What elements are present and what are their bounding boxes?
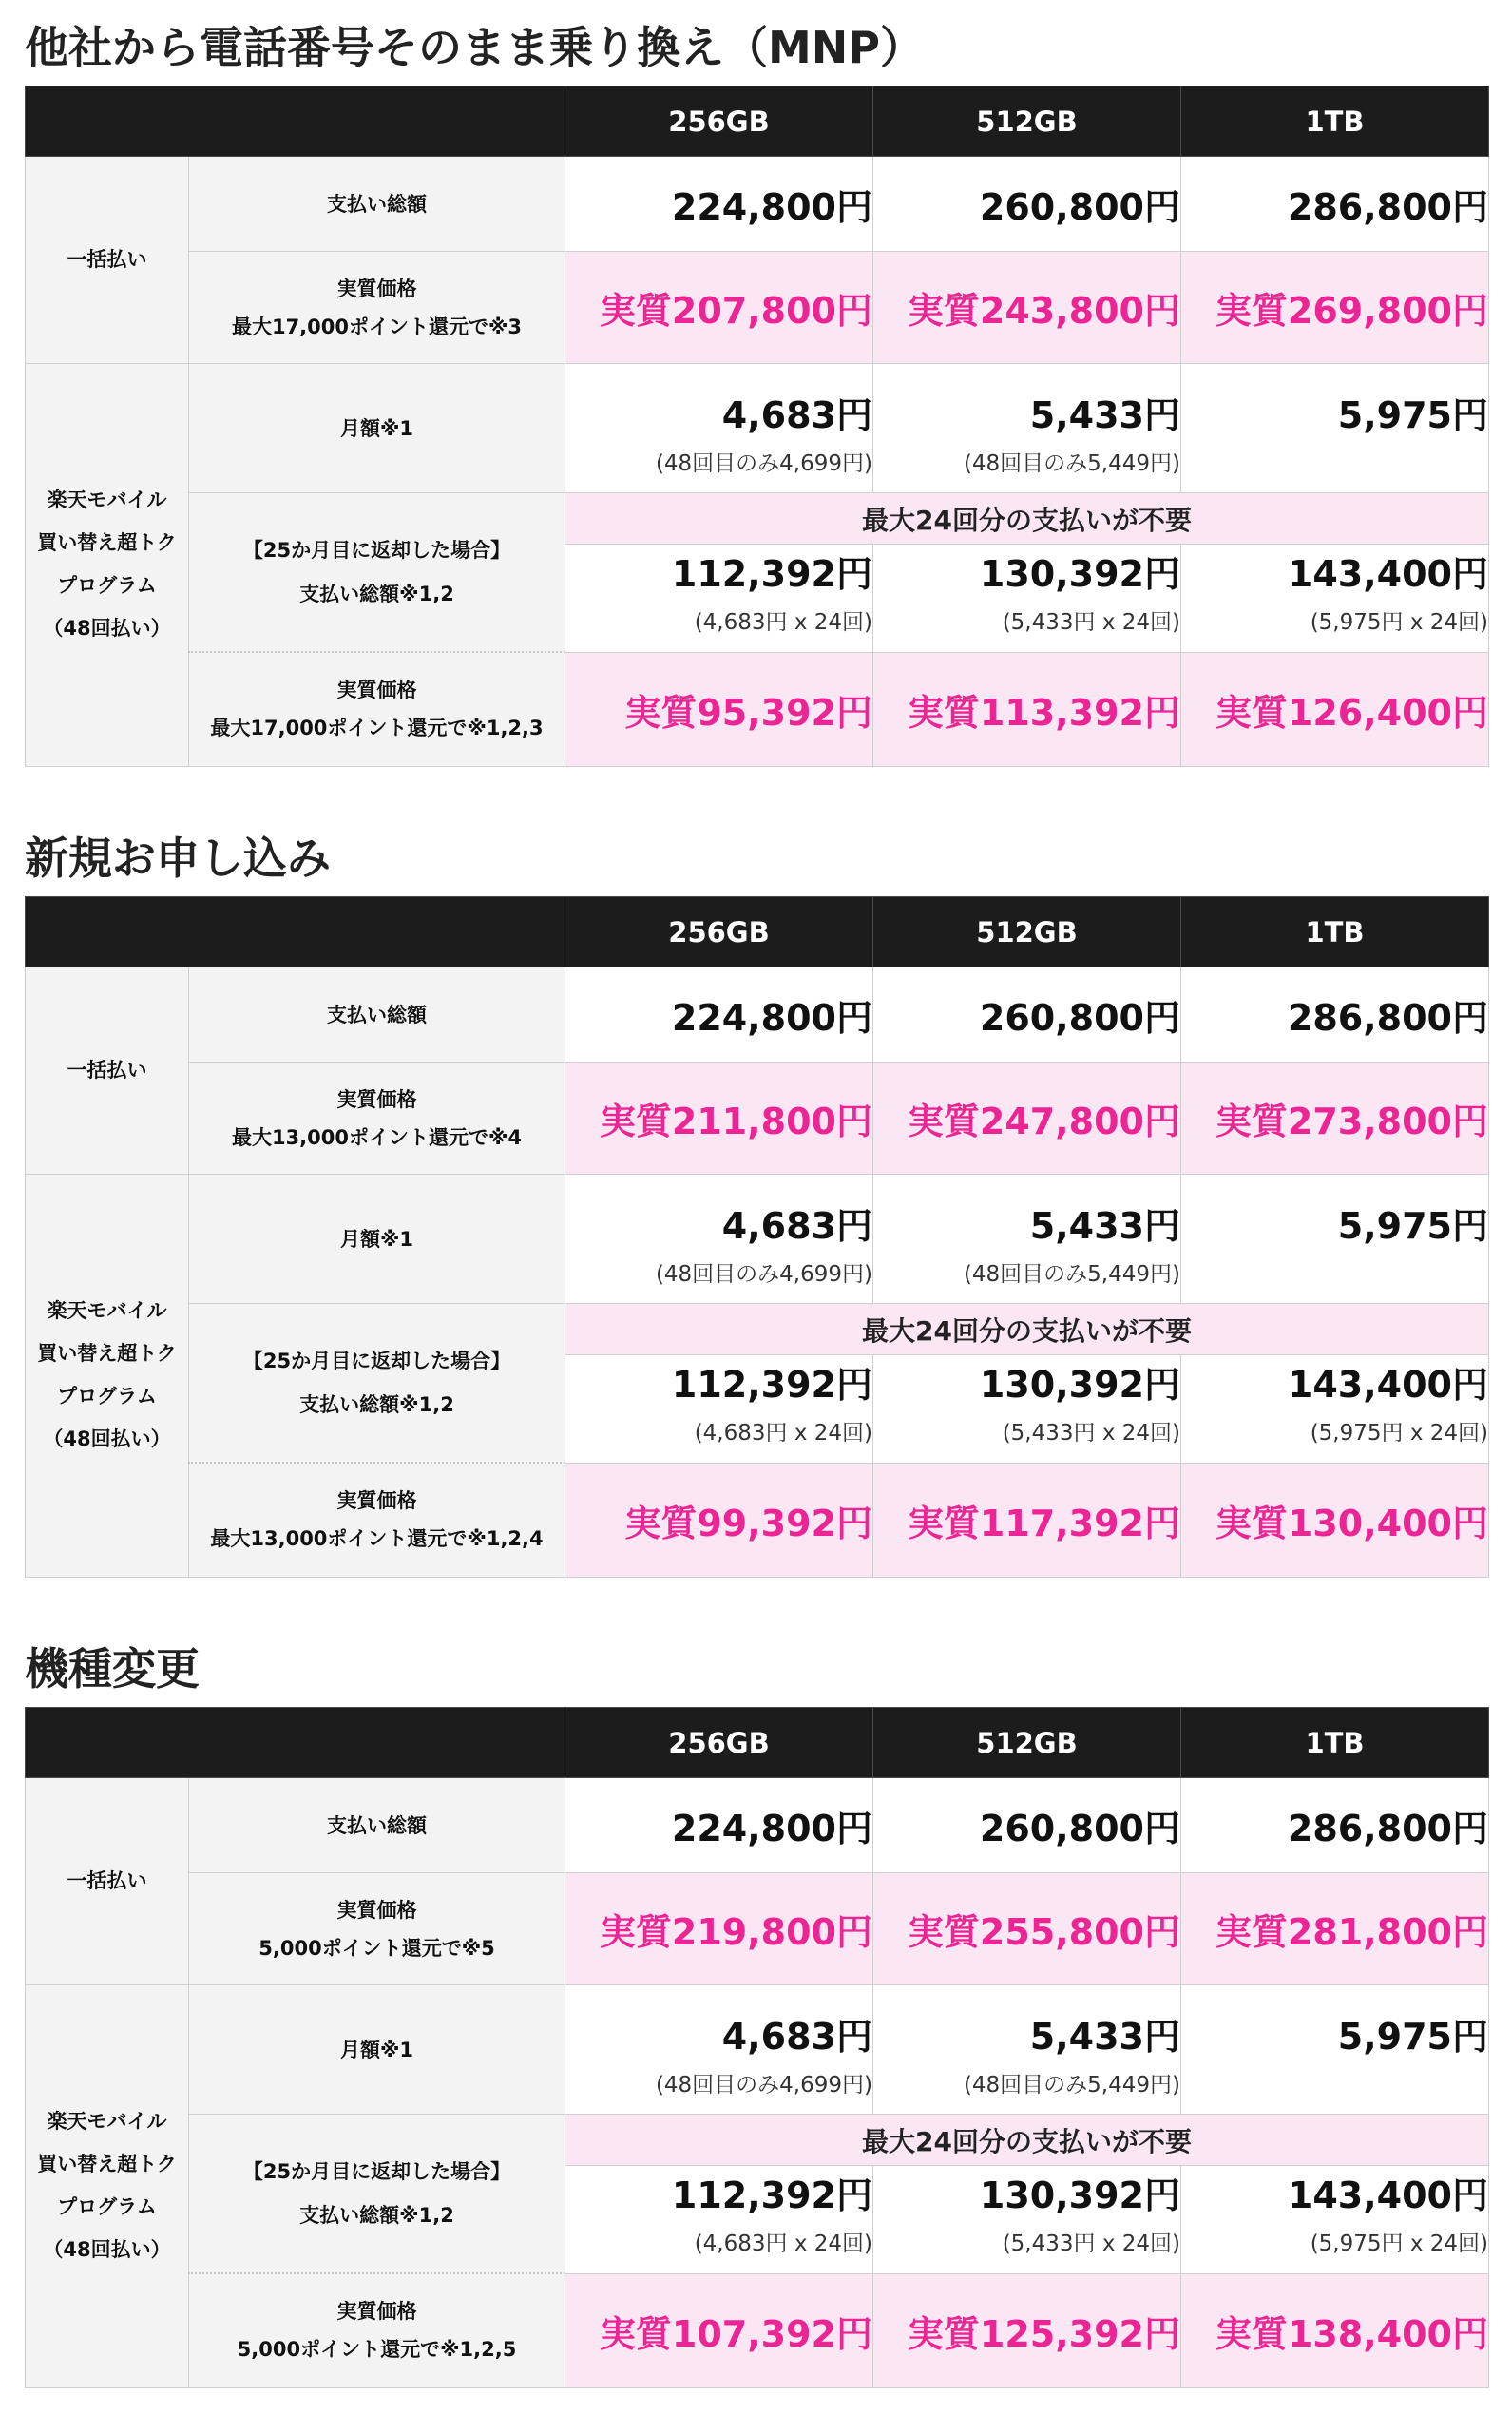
return-total-value: 143,400円 <box>1181 1355 1489 1412</box>
program-label-line: プログラム <box>57 574 157 598</box>
lump-total-value: 286,800円 <box>1181 1778 1489 1873</box>
lump-total-value: 224,800円 <box>565 157 873 252</box>
program-label-line: （48回払い） <box>43 2238 171 2262</box>
return-total-value: 130,392円 <box>873 2166 1181 2223</box>
total-payment-label: 支払い総額 <box>189 967 565 1063</box>
header-blank <box>26 86 565 157</box>
return-total-value: 143,400円 <box>1181 545 1489 602</box>
program-jisshitsu-value: 実質99,392円 <box>565 1463 873 1577</box>
point-note: 最大17,000ポイント還元で※1,2,3 <box>210 717 544 740</box>
return-total-value: 112,392円 <box>565 2166 873 2223</box>
monthly-value: 5,975円 <box>1181 1985 1489 2063</box>
program-jisshitsu-value: 実質130,400円 <box>1181 1463 1489 1577</box>
capacity-header: 1TB <box>1181 1708 1489 1778</box>
capacity-header: 512GB <box>873 86 1181 157</box>
program-jisshitsu-label <box>189 1463 565 1577</box>
return-total-value: 130,392円 <box>873 1355 1181 1412</box>
monthly-value: 5,975円 <box>1181 1175 1489 1253</box>
return-total-value: 112,392円 <box>565 545 873 602</box>
lump-sum-group-label: 一括払い <box>26 157 189 364</box>
monthly-note: (48回目のみ4,699円) <box>565 1253 873 1304</box>
price-table <box>25 1707 1489 2388</box>
section-title: 機種変更 <box>25 1643 200 1695</box>
return-case-label: 【25か月目に返却した場合】 <box>242 1350 511 1372</box>
skip-payment-banner: 最大24回分の支払いが不要 <box>565 493 1489 545</box>
section-title: 他社から電話番号そのまま乗り換え（MNP） <box>25 22 924 73</box>
return-note: (5,975円 x 24回) <box>1181 1411 1489 1463</box>
program-jisshitsu-label <box>189 652 565 766</box>
header-blank <box>26 897 565 967</box>
point-note: 5,000ポイント還元で※1,2,5 <box>237 2338 517 2362</box>
monthly-note: (48回目のみ4,699円) <box>565 2063 873 2115</box>
program-label-line: 買い替え超トク <box>37 531 177 555</box>
monthly-value: 5,433円 <box>873 364 1181 442</box>
program-jisshitsu-value: 実質113,392円 <box>873 652 1181 766</box>
return-total-value: 130,392円 <box>873 545 1181 602</box>
section-title: 新規お申し込み <box>25 833 331 884</box>
monthly-label: 月額※1 <box>189 1175 565 1304</box>
banner-row <box>26 2115 1489 2166</box>
jisshitsu-label-title: 実質価格 <box>336 679 417 702</box>
return-note: (4,683円 x 24回) <box>565 1411 873 1463</box>
program-jisshitsu-value: 実質126,400円 <box>1181 652 1489 766</box>
lump-jisshitsu-value: 実質273,800円 <box>1181 1063 1489 1175</box>
program-label-line: 買い替え超トク <box>37 1342 177 1366</box>
capacity-header: 512GB <box>873 1708 1181 1778</box>
program-label-line: （48回払い） <box>43 617 171 641</box>
return-total-value: 143,400円 <box>1181 2166 1489 2223</box>
point-note: 最大13,000ポイント還元で※1,2,4 <box>210 1527 544 1551</box>
program-label-line: 買い替え超トク <box>37 2153 177 2176</box>
program-label-line: 楽天モバイル <box>47 2110 167 2134</box>
jisshitsu-label <box>189 1873 565 1985</box>
jisshitsu-label <box>189 1063 565 1175</box>
capacity-header: 256GB <box>565 897 873 967</box>
return-total-label: 支払い総額※1,2 <box>299 2204 454 2227</box>
monthly-note: (48回目のみ5,449円) <box>873 2063 1181 2115</box>
return-note: (5,433円 x 24回) <box>873 2222 1181 2273</box>
lump-total-value: 286,800円 <box>1181 157 1489 252</box>
monthly-note <box>1181 1253 1489 1304</box>
lump-jisshitsu-value: 実質247,800円 <box>873 1063 1181 1175</box>
program-label-line: 楽天モバイル <box>47 1299 167 1323</box>
lump-jisshitsu-value: 実質219,800円 <box>565 1873 873 1985</box>
return-case-label: 【25か月目に返却した場合】 <box>242 539 511 562</box>
monthly-note: (48回目のみ4,699円) <box>565 442 873 493</box>
capacity-header: 256GB <box>565 1708 873 1778</box>
jisshitsu-label-title: 実質価格 <box>336 1489 417 1513</box>
point-note: 5,000ポイント還元で※5 <box>258 1936 495 1960</box>
return-total-label: 支払い総額※1,2 <box>299 1393 454 1416</box>
monthly-value: 5,433円 <box>873 1985 1181 2063</box>
capacity-header: 1TB <box>1181 897 1489 967</box>
price-table <box>25 896 1489 1578</box>
return-note: (5,433円 x 24回) <box>873 601 1181 652</box>
program-jisshitsu-row <box>26 652 1489 766</box>
monthly-label: 月額※1 <box>189 364 565 493</box>
skip-payment-banner: 最大24回分の支払いが不要 <box>565 2115 1489 2166</box>
monthly-note <box>1181 2063 1489 2115</box>
return-label <box>189 1304 565 1464</box>
monthly-row <box>26 1985 1489 2063</box>
skip-payment-banner: 最大24回分の支払いが不要 <box>565 1304 1489 1355</box>
lump-total-value: 224,800円 <box>565 967 873 1063</box>
return-label <box>189 2115 565 2274</box>
jisshitsu-label-title: 実質価格 <box>336 277 417 300</box>
return-note: (4,683円 x 24回) <box>565 601 873 652</box>
return-label <box>189 493 565 653</box>
lump-jisshitsu-row <box>26 252 1489 364</box>
lump-total-value: 260,800円 <box>873 157 1181 252</box>
total-payment-label: 支払い総額 <box>189 1778 565 1873</box>
monthly-value: 4,683円 <box>565 364 873 442</box>
capacity-header: 512GB <box>873 897 1181 967</box>
banner-row <box>26 493 1489 545</box>
program-group-label <box>26 364 189 767</box>
return-total-label: 支払い総額※1,2 <box>299 583 454 605</box>
program-jisshitsu-value: 実質117,392円 <box>873 1463 1181 1577</box>
return-note: (5,975円 x 24回) <box>1181 601 1489 652</box>
monthly-note: (48回目のみ5,449円) <box>873 442 1181 493</box>
program-jisshitsu-row <box>26 1463 1489 1577</box>
return-note: (5,975円 x 24回) <box>1181 2222 1489 2273</box>
lump-jisshitsu-row <box>26 1873 1489 1985</box>
program-label-line: 楽天モバイル <box>47 489 167 512</box>
program-label-line: プログラム <box>57 2195 157 2219</box>
point-note: 最大17,000ポイント還元で※3 <box>231 315 523 338</box>
monthly-row <box>26 364 1489 442</box>
capacity-header: 256GB <box>565 86 873 157</box>
lump-total-row <box>26 157 1489 252</box>
lump-total-value: 260,800円 <box>873 1778 1181 1873</box>
table-header-row <box>26 1708 1489 1778</box>
jisshitsu-label-title: 実質価格 <box>336 1898 417 1922</box>
program-label-line: プログラム <box>57 1385 157 1408</box>
lump-total-row <box>26 1778 1489 1873</box>
lump-jisshitsu-value: 実質281,800円 <box>1181 1873 1489 1985</box>
monthly-row <box>26 1175 1489 1253</box>
table-header-row <box>26 86 1489 157</box>
lump-jisshitsu-value: 実質243,800円 <box>873 252 1181 364</box>
capacity-header: 1TB <box>1181 86 1489 157</box>
lump-total-value: 224,800円 <box>565 1778 873 1873</box>
return-total-value: 112,392円 <box>565 1355 873 1412</box>
monthly-label: 月額※1 <box>189 1985 565 2115</box>
program-group-label <box>26 1175 189 1578</box>
lump-total-row <box>26 967 1489 1063</box>
header-blank <box>26 1708 565 1778</box>
program-label-line: （48回払い） <box>43 1427 171 1451</box>
jisshitsu-label-title: 実質価格 <box>336 2300 417 2324</box>
program-jisshitsu-label <box>189 2273 565 2387</box>
lump-sum-group-label: 一括払い <box>26 1778 189 1985</box>
lump-total-value: 260,800円 <box>873 967 1181 1063</box>
lump-jisshitsu-row <box>26 1063 1489 1175</box>
lump-total-value: 286,800円 <box>1181 967 1489 1063</box>
lump-jisshitsu-value: 実質207,800円 <box>565 252 873 364</box>
lump-sum-group-label: 一括払い <box>26 967 189 1175</box>
lump-jisshitsu-value: 実質269,800円 <box>1181 252 1489 364</box>
monthly-note <box>1181 442 1489 493</box>
return-note: (5,433円 x 24回) <box>873 1411 1181 1463</box>
price-table <box>25 86 1489 767</box>
lump-jisshitsu-value: 実質255,800円 <box>873 1873 1181 1985</box>
total-payment-label: 支払い総額 <box>189 157 565 252</box>
monthly-value: 4,683円 <box>565 1175 873 1253</box>
banner-row <box>26 1304 1489 1355</box>
monthly-value: 5,975円 <box>1181 364 1489 442</box>
program-jisshitsu-row <box>26 2273 1489 2387</box>
program-group-label <box>26 1985 189 2388</box>
point-note: 最大13,000ポイント還元で※4 <box>231 1125 523 1149</box>
monthly-value: 5,433円 <box>873 1175 1181 1253</box>
monthly-note: (48回目のみ5,449円) <box>873 1253 1181 1304</box>
program-jisshitsu-value: 実質125,392円 <box>873 2273 1181 2387</box>
lump-jisshitsu-value: 実質211,800円 <box>565 1063 873 1175</box>
program-jisshitsu-value: 実質107,392円 <box>565 2273 873 2387</box>
program-jisshitsu-value: 実質95,392円 <box>565 652 873 766</box>
jisshitsu-label <box>189 252 565 364</box>
table-header-row <box>26 897 1489 967</box>
program-jisshitsu-value: 実質138,400円 <box>1181 2273 1489 2387</box>
return-case-label: 【25か月目に返却した場合】 <box>242 2160 511 2183</box>
return-note: (4,683円 x 24回) <box>565 2222 873 2273</box>
monthly-value: 4,683円 <box>565 1985 873 2063</box>
jisshitsu-label-title: 実質価格 <box>336 1087 417 1111</box>
